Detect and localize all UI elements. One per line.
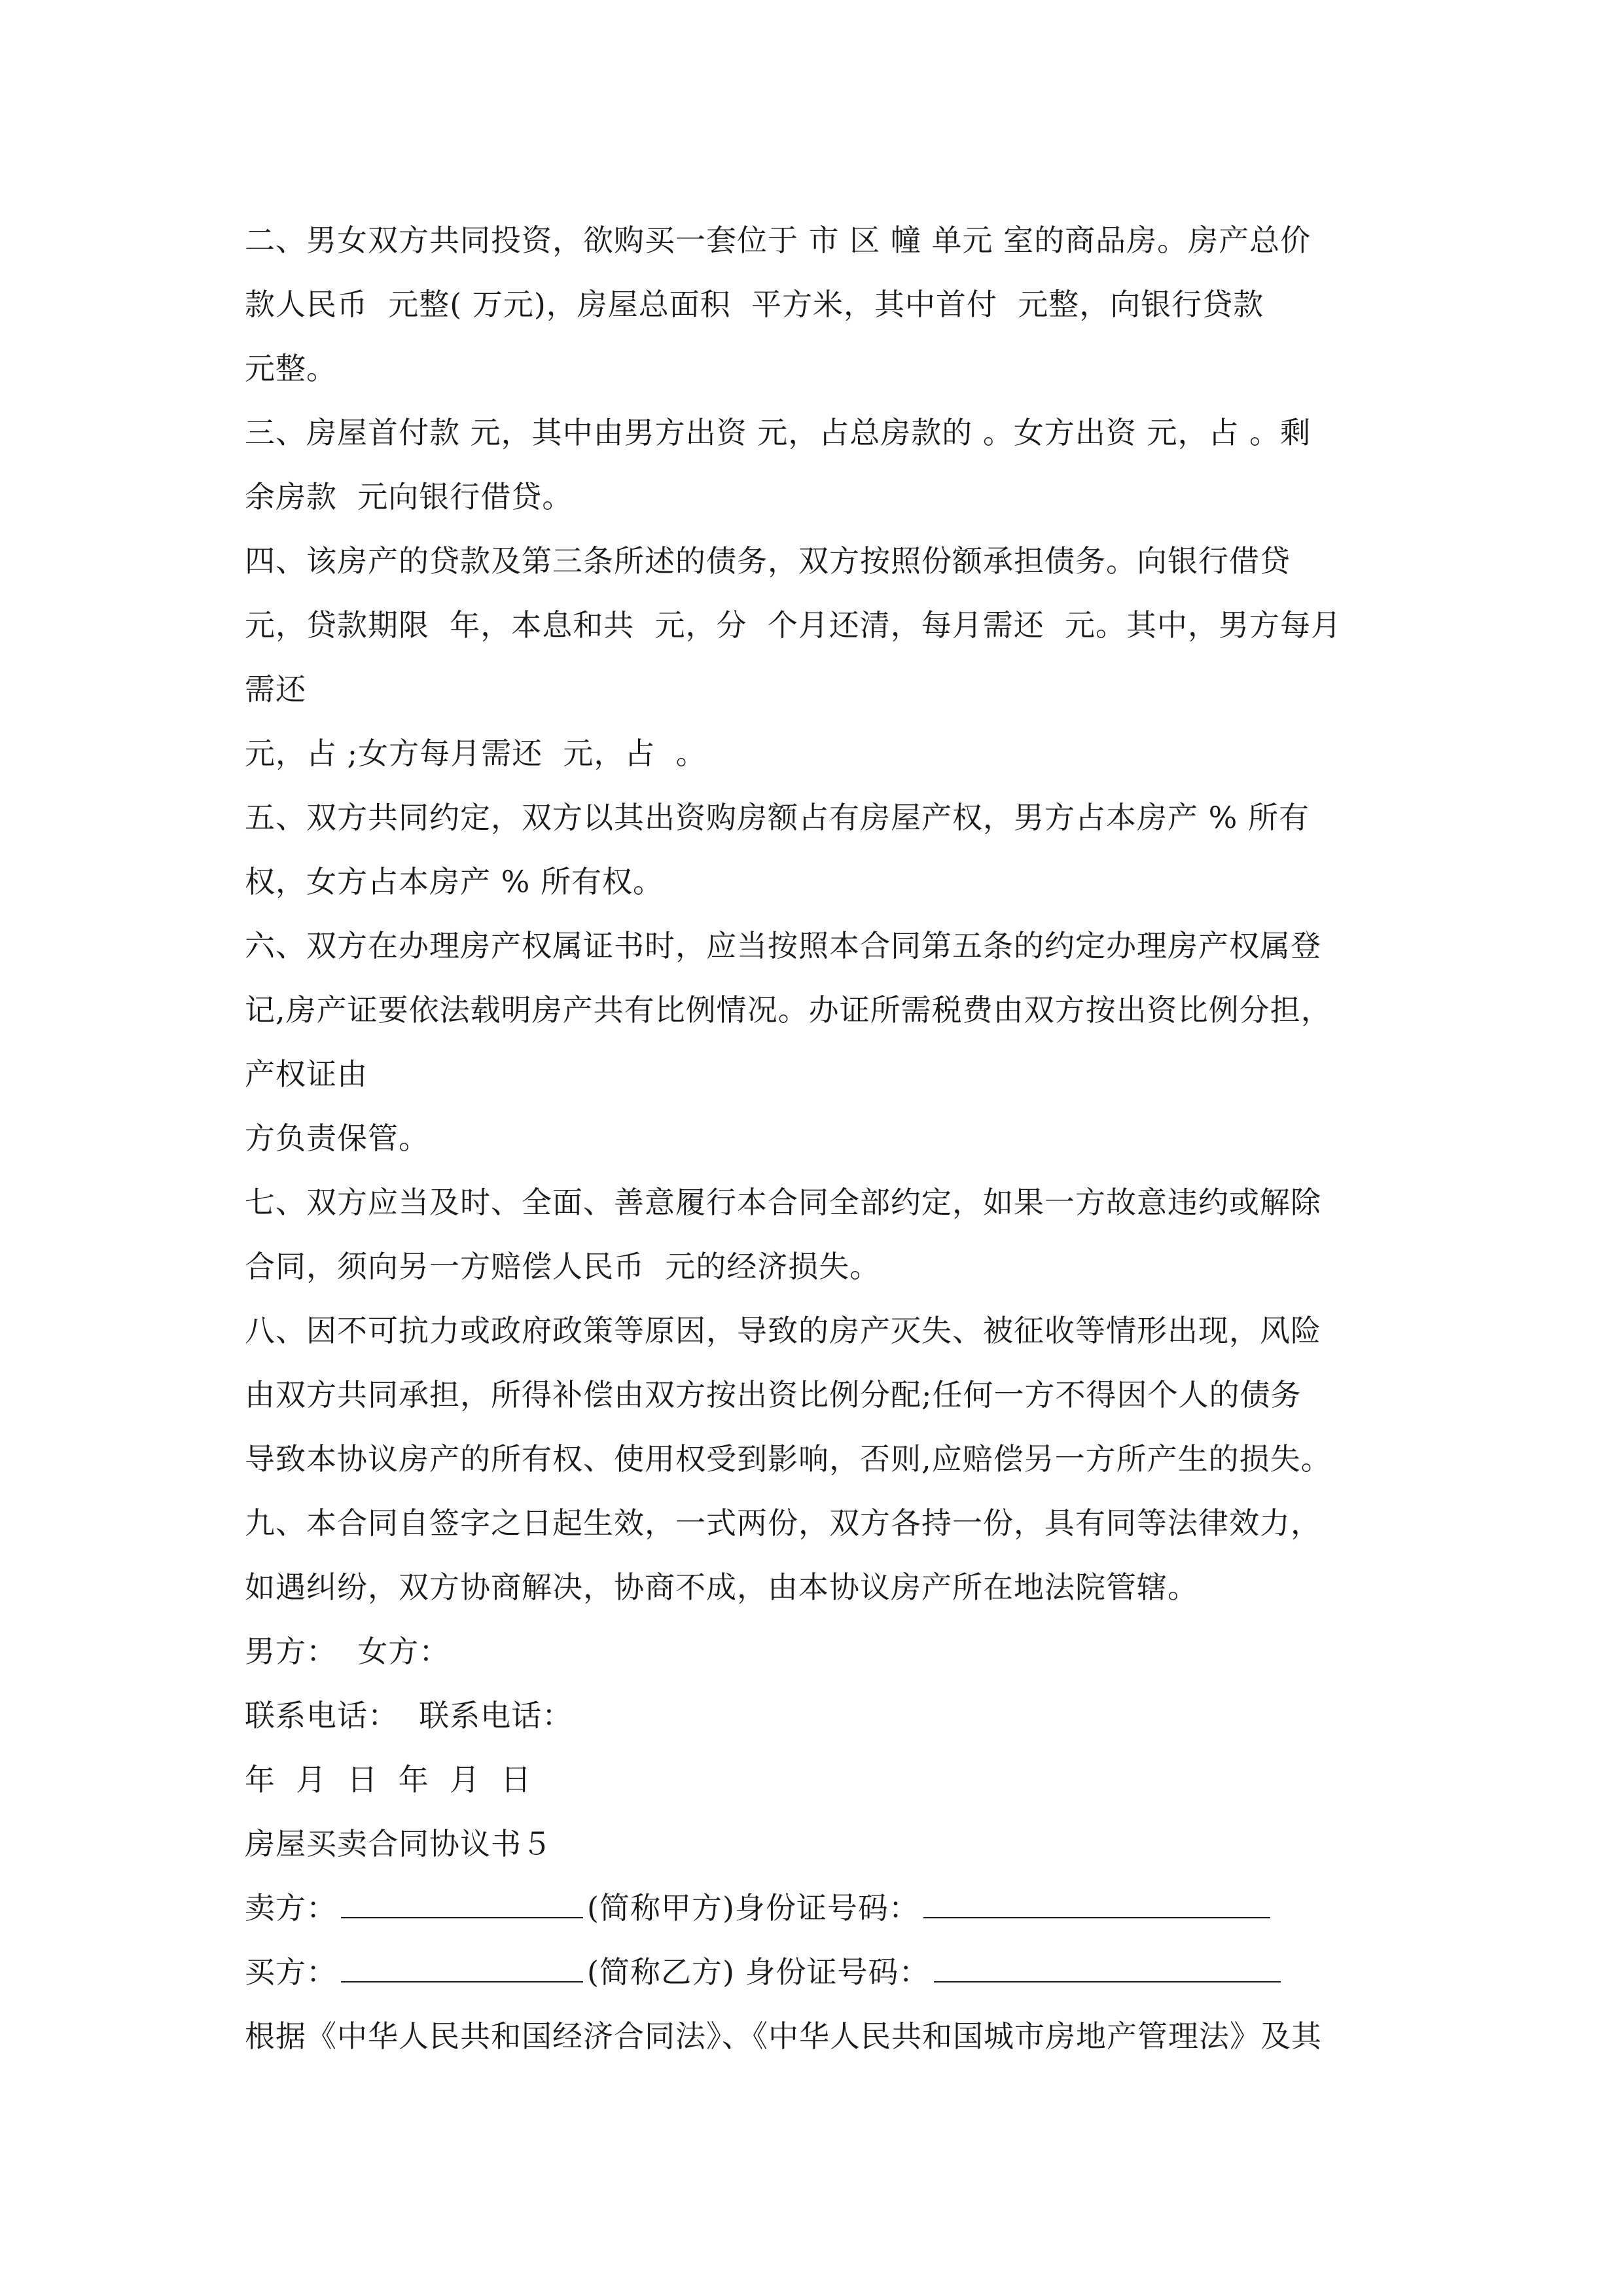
text-line: 产权证由 [245,1056,368,1092]
text-line: 如遇纠纷，双方协商解决，协商不成，由本协议房产所在地法院管辖。 [245,1570,1198,1605]
buyer-alias-label: (简称乙方) 身份证号码： [587,1954,930,1990]
buyer-row [245,1940,1383,2004]
text-line: 元整。 [245,351,337,386]
text-line: 方负责保管。 [245,1121,429,1156]
text-line: 八、因不可抗力或政府政策等原因，导致的房产灭失、被征收等情形出现，风险 [245,1313,1321,1348]
text-line: 元，占 ;女方每月需还 元，占 。 [245,736,707,771]
text-line: 需还 [245,672,306,707]
seller-id-blank[interactable] [923,1887,1270,1918]
text-line: 款人民币 元整( 万元)，房屋总面积 平方米，其中首付 元整，向银行贷款 [245,287,1264,322]
text-line: 由双方共同承担，所得补偿由双方按出资比例分配;任何一方不得因个人的债务 [245,1377,1302,1412]
text-line: 记,房产证要依法载明房产共有比例情况。办证所需税费由双方按出资比例分担， [245,992,1332,1028]
text-line: 七、双方应当及时、全面、善意履行本合同全部约定，如果一方故意违约或解除 [245,1185,1321,1220]
text-line: 元，贷款期限 年，本息和共 元，分 个月还清，每月需还 元。其中，男方每月 [245,607,1342,643]
seller-row [245,1876,1383,1940]
seller-label: 卖方： [245,1890,337,1926]
text-line: 合同，须向另一方赔偿人民币 元的经济损失。 [245,1249,881,1284]
section-title: 房屋买卖合同协议书５ [245,1826,552,1861]
text-line: 九、本合同自签字之日起生效，一式两份，双方各持一份，具有同等法律效力， [245,1505,1321,1541]
buyer-id-blank[interactable] [934,1951,1281,1982]
text-line: 三、房屋首付款 元，其中由男方出资 元，占总房款的 。女方出资 元，占 。剩 [245,415,1311,450]
signature-names: 男方： 女方： [245,1634,450,1669]
text-line: 余房款 元向银行借贷。 [245,479,573,514]
seller-alias-label: (简称甲方)身份证号码： [587,1890,919,1926]
buyer-label: 买方： [245,1954,337,1990]
signature-dates: 年 月 日 年 月 日 [245,1762,532,1797]
buyer-name-blank[interactable] [341,1951,583,1982]
text-line: 五、双方共同约定，双方以其出资购房额占有房屋产权，男方占本房产 % 所有 [245,800,1310,835]
seller-name-blank[interactable] [341,1887,583,1918]
text-line: 四、该房产的贷款及第三条所述的债务，双方按照份额承担债务。向银行借贷 [245,543,1291,579]
text-line: 导致本协议房产的所有权、使用权受到影响，否则,应赔偿另一方所产生的损失。 [245,1441,1332,1477]
text-line: 权，女方占本房产 % 所有权。 [245,864,664,899]
document-page [245,208,1383,2068]
text-line: 根据《中华人民共和国经济合同法》、《中华人民共和国城市房地产管理法》及其 [245,2018,1322,2054]
signature-phones: 联系电话： 联系电话： [245,1698,573,1733]
text-line: 六、双方在办理房产权属证书时，应当按照本合同第五条的约定办理房产权属登 [245,928,1321,963]
text-line: 二、男女双方共同投资，欲购买一套位于 市 区 幢 单元 室的商品房。房产总价 [245,223,1311,258]
